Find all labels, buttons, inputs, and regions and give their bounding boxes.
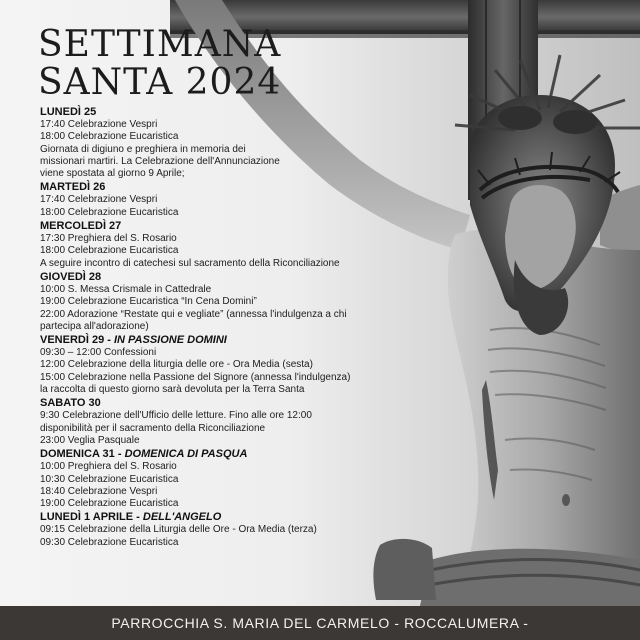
day-heading [40,181,420,194]
schedule [40,105,420,549]
schedule-line: partecipa all'adorazione) [40,320,149,332]
day-subtitle: DELL'ANGELO [142,511,222,524]
schedule-line: 18:40 Celebrazione Vespri [40,485,158,497]
schedule-line: missionari martiri. La Celebrazione dell'Annunciazione [40,155,280,167]
footer-bar [0,606,640,640]
day-block [40,334,420,396]
day-block [40,397,420,447]
schedule-line: 10:00 S. Messa Crismale in Cattedrale [40,283,212,295]
schedule-line: 17:30 Preghiera del S. Rosario [40,233,177,245]
day-heading-text: LUNEDÌ 1 APRILE - [40,511,140,524]
schedule-line: 23:00 Veglia Pasquale [40,434,140,446]
day-block [40,220,420,270]
day-subtitle: DOMENICA DI PASQUA [124,448,248,461]
day-heading-text: MARTEDÌ 26 [40,181,106,194]
schedule-line: 18:00 Celebrazione Eucaristica [40,245,179,257]
schedule-line: 09:30 – 12:00 Confessioni [40,347,157,359]
schedule-line: 18:00 Celebrazione Eucaristica [40,206,179,218]
schedule-line: 9:30 Celebrazione dell'Ufficio delle letture. Fino alle ore 12:00 [40,410,312,422]
schedule-line: 18:00 Celebrazione Eucaristica [40,131,179,143]
schedule-line: 10:00 Preghiera del S. Rosario [40,461,177,473]
day-heading-text: VENERDÌ 29 - [40,334,111,347]
day-heading-text: DOMENICA 31 - [40,448,122,461]
footer-text: PARROCCHIA S. MARIA DEL CARMELO - ROCCALUMERA - [111,615,529,631]
day-block [40,448,420,510]
day-heading [40,511,420,524]
day-block [40,271,420,333]
schedule-line: 10:30 Celebrazione Eucaristica [40,473,179,485]
day-heading [40,106,420,119]
schedule-line: 22:00 Adorazione “Restate qui e vegliate” (annessa l'indulgenza a chi [40,308,347,320]
schedule-line: 12:00 Celebrazione della liturgia delle ore - Ora Media (sesta) [40,359,313,371]
day-subtitle: IN PASSIONE DOMINI [113,334,227,347]
schedule-line: 15:00 Celebrazione nella Passione del Signore (annessa l'indulgenza) [40,371,351,383]
schedule-line: 19:00 Celebrazione Eucaristica “In Cena Domini” [40,296,257,308]
day-block [40,106,420,180]
day-heading-text: SABATO 30 [40,397,101,410]
day-heading-text: LUNEDÌ 25 [40,106,97,118]
schedule-line: disponibilità per il sacramento della Riconciliazione [40,422,266,434]
schedule-line: 19:00 Celebrazione Eucaristica [40,498,179,510]
day-heading [40,334,420,347]
schedule-line: la raccolta di questo giorno sarà devoluta per la Terra Santa [40,384,305,396]
day-heading [40,448,420,461]
day-block [40,181,420,219]
schedule-line: viene spostata al giorno 9 Aprile; [40,168,185,180]
day-heading-text: MERCOLEDÌ 27 [40,220,122,233]
schedule-line: 17:40 Celebrazione Vespri [40,194,158,206]
schedule-line: 17:40 Celebrazione Vespri [40,119,158,130]
day-heading [40,271,420,284]
day-block [40,511,420,549]
title-line-1: SETTIMANA [38,24,282,65]
day-heading-text: GIOVEDÌ 28 [40,270,102,283]
schedule-line: 09:30 Celebrazione Eucaristica [40,536,179,548]
day-heading [40,397,420,410]
schedule-line: 09:15 Celebrazione della Liturgia delle Ore - Ora Media (terza) [40,524,317,536]
schedule-line: Giornata di digiuno e preghiera in memoria dei [40,143,246,155]
page-title [38,26,281,102]
title-line-2: SANTA 2024 [38,62,282,103]
day-heading [40,220,420,233]
schedule-line: A seguire incontro di catechesi sul sacramento della Riconciliazione [40,257,340,269]
